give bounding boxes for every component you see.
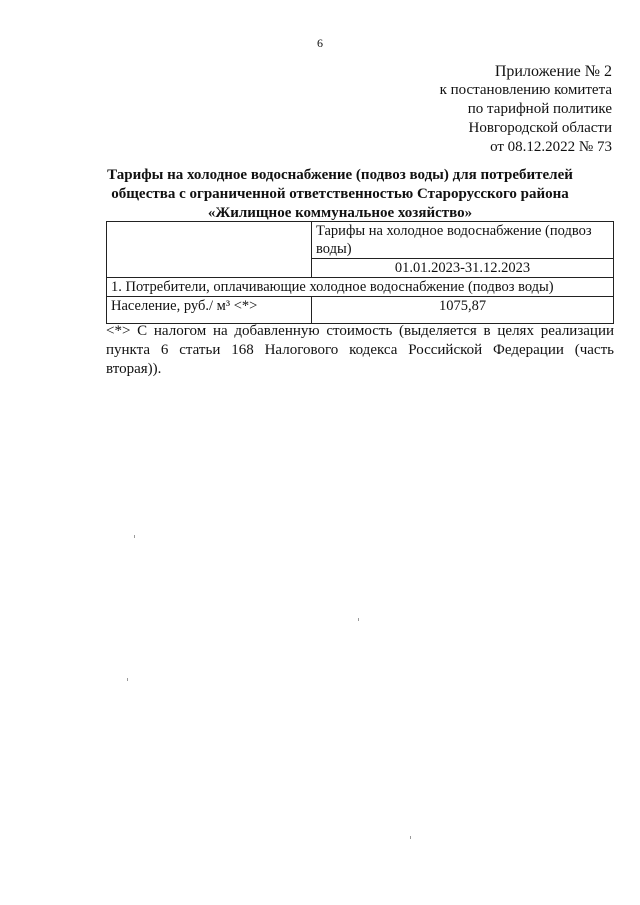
scan-speck bbox=[410, 836, 411, 839]
appendix-line: по тарифной политике bbox=[467, 101, 612, 117]
table-corner-cell bbox=[107, 222, 312, 278]
table-header-row bbox=[107, 222, 614, 259]
footnote bbox=[106, 322, 614, 379]
appendix-line: Новгородской области bbox=[468, 120, 612, 136]
table-row bbox=[107, 297, 614, 324]
footnote-line: пункта 6 статьи 168 Налогового кодекса Российской Федерации (часть bbox=[106, 342, 614, 358]
table-section-row bbox=[107, 278, 614, 297]
title-line: общества с ограниченной ответственностью Старорусского района bbox=[111, 186, 569, 202]
title-line: «Жилищное коммунальное хозяйство» bbox=[207, 205, 473, 221]
appendix-block bbox=[440, 62, 612, 157]
appendix-date-number: от 08.12.2022 № 73 bbox=[490, 139, 612, 155]
tariff-table bbox=[106, 221, 614, 324]
document-title bbox=[60, 166, 620, 223]
title-line: Тарифы на холодное водоснабжение (подвоз воды) для потребителей bbox=[107, 167, 573, 183]
table-section-cell: 1. Потребители, оплачивающие холодное водоснабжение (подвоз воды) bbox=[107, 278, 614, 297]
appendix-line: к постановлению комитета bbox=[439, 82, 612, 98]
footnote-line: <*> С налогом на добавленную стоимость (выделяется в целях реализации bbox=[106, 323, 614, 339]
table-row-value: 1075,87 bbox=[312, 297, 614, 324]
table-header-cell: Тарифы на холодное водоснабжение (подвоз воды) bbox=[312, 222, 614, 259]
page-number: 6 bbox=[317, 36, 323, 50]
table-period-cell: 01.01.2023-31.12.2023 bbox=[312, 259, 614, 278]
scan-speck bbox=[358, 618, 359, 621]
scan-speck bbox=[127, 678, 128, 681]
footnote-line: вторая)). bbox=[106, 361, 162, 377]
scan-speck bbox=[134, 535, 135, 538]
table-row-label: Население, руб./ м³ <*> bbox=[107, 297, 312, 324]
appendix-title: Приложение № 2 bbox=[494, 63, 612, 80]
